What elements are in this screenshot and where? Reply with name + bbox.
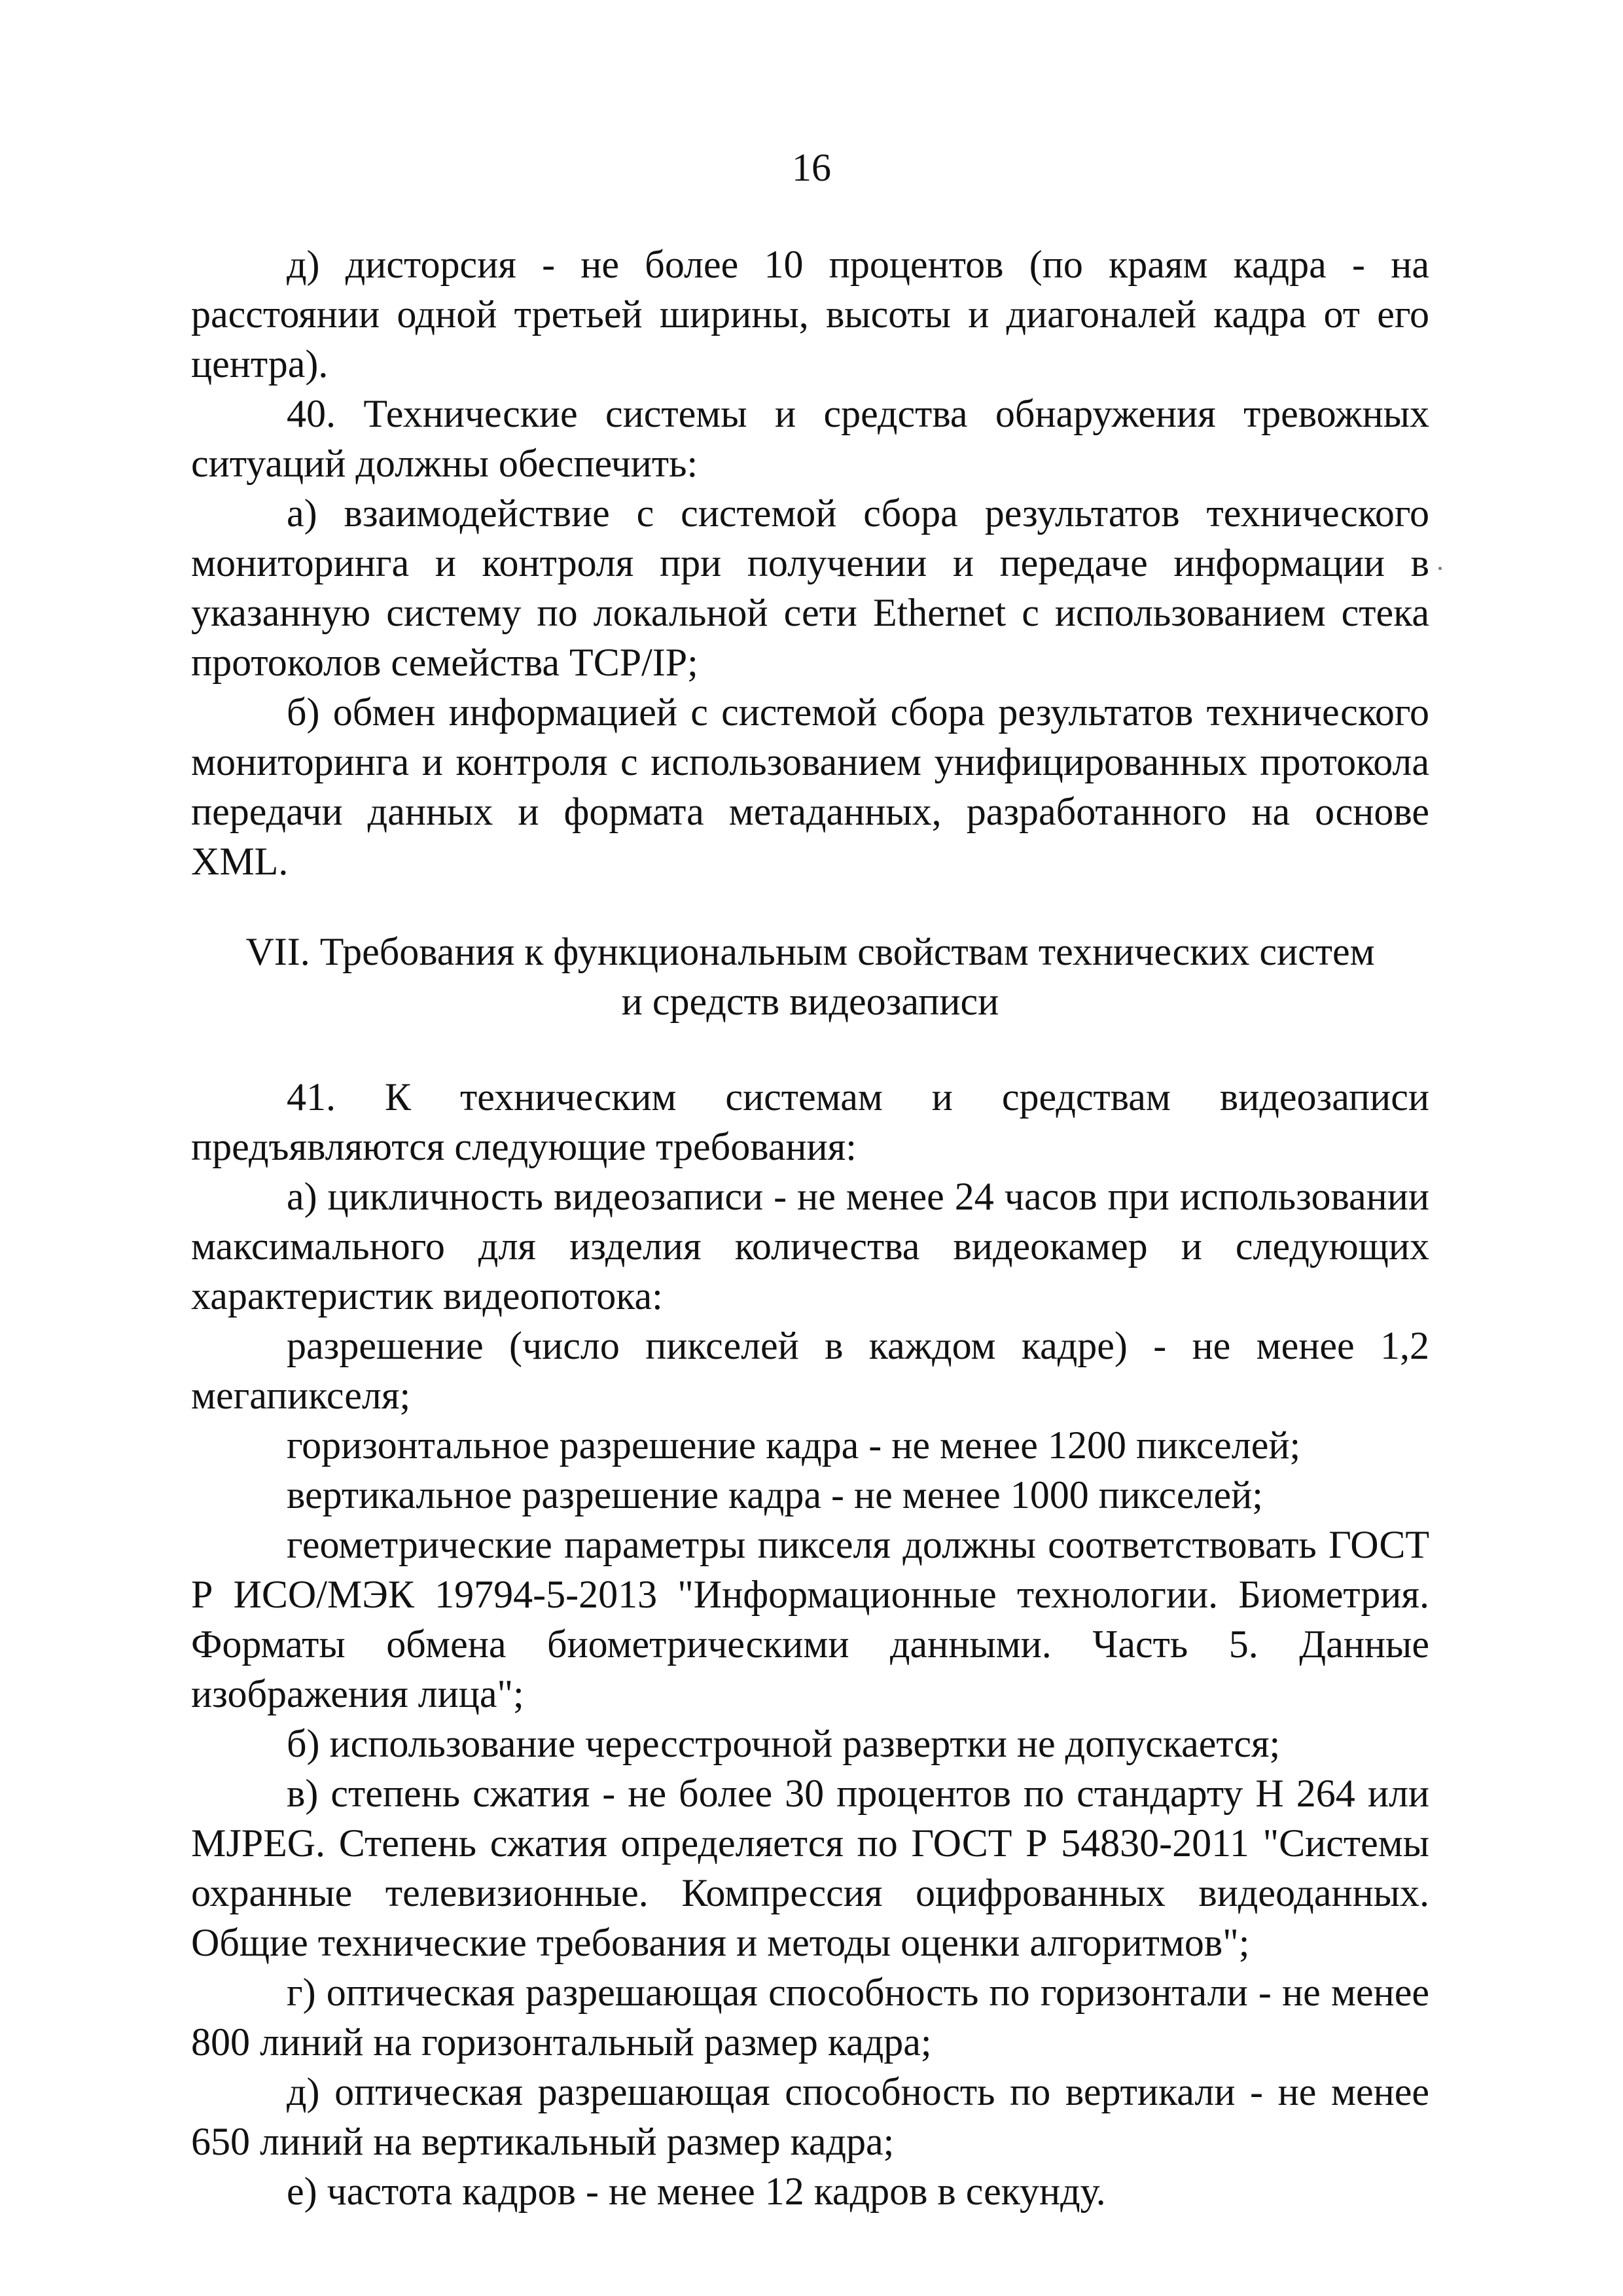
paragraph-41e: е) частота кадров - не менее 12 кадров в секунду. bbox=[287, 2170, 1106, 2213]
paragraph-40: 40. Технические системы и средства обнаружения тревожных ситуаций должны обеспечить: bbox=[191, 392, 1429, 485]
page-number: 16 bbox=[792, 146, 831, 189]
paragraph-40b: б) обмен информацией с системой сбора результатов технического мониторинга и контроля с использованием унифицированных протокола передачи данных и формата метаданных, разработанного на основе XML. bbox=[191, 691, 1429, 883]
paragraph-41d: д) оптическая разрешающая способность по вертикали - не менее 650 линий на вертикальный размер кадра; bbox=[191, 2070, 1429, 2163]
section-heading-line-2: и средств видеозаписи bbox=[621, 980, 999, 1023]
paragraph-41g: г) оптическая разрешающая способность по горизонтали - не менее 800 линий на горизонтальный размер кадра; bbox=[191, 1971, 1429, 2064]
paragraph-41v: в) степень сжатия - не более 30 процентов по стандарту H 264 или MJPEG. Степень сжатия определяется по ГОСТ Р 54830-2011 "Системы охранные телевизионные. Компрессия оцифрованных видеоданных. Общие технические требования и методы оценки алгоритмов"; bbox=[191, 1772, 1429, 1964]
paragraph-resolution: разрешение (число пикселей в каждом кадре) - не менее 1,2 мегапикселя; bbox=[191, 1324, 1429, 1417]
paragraph-pixel-geometry: геометрические параметры пикселя должны соответствовать ГОСТ Р ИСО/МЭК 19794-5-2013 "Информационные технологии. Биометрия. Форматы обмена биометрическими данными. Часть 5. Данные изображения лица"; bbox=[191, 1523, 1429, 1715]
paragraph-vertical-resolution: вертикальное разрешение кадра - не менее 1000 пикселей; bbox=[287, 1473, 1263, 1516]
section-heading bbox=[191, 927, 1429, 1026]
scan-speck bbox=[1438, 567, 1442, 570]
document-body bbox=[191, 240, 1429, 2216]
spacer bbox=[191, 1026, 1429, 1072]
paragraph-41b: б) использование чересстрочной развертки не допускается; bbox=[287, 1722, 1281, 1765]
spacer bbox=[191, 886, 1429, 927]
paragraph-distortion: д) дисторсия - не более 10 процентов (по краям кадра - на расстоянии одной третьей ширины, высоты и диагоналей кадра от его центра). bbox=[191, 243, 1429, 386]
paragraph-horizontal-resolution: горизонтальное разрешение кадра - не менее 1200 пикселей; bbox=[287, 1424, 1301, 1467]
paragraph-41: 41. К техническим системам и средствам видеозаписи предъявляются следующие требования: bbox=[191, 1075, 1429, 1168]
paragraph-40a: а) взаимодействие с системой сбора результатов технического мониторинга и контроля при получении и передаче информации в указанную систему по локальной сети Ethernet с использованием стека протоколов семейства TCP/IP; bbox=[191, 492, 1429, 684]
section-heading-line-1: VII. Требования к функциональным свойствам технических систем bbox=[245, 930, 1375, 973]
paragraph-41a: а) цикличность видеозаписи - не менее 24 часов при использовании максимального для изделия количества видеокамер и следующих характеристик видеопотока: bbox=[191, 1175, 1429, 1318]
